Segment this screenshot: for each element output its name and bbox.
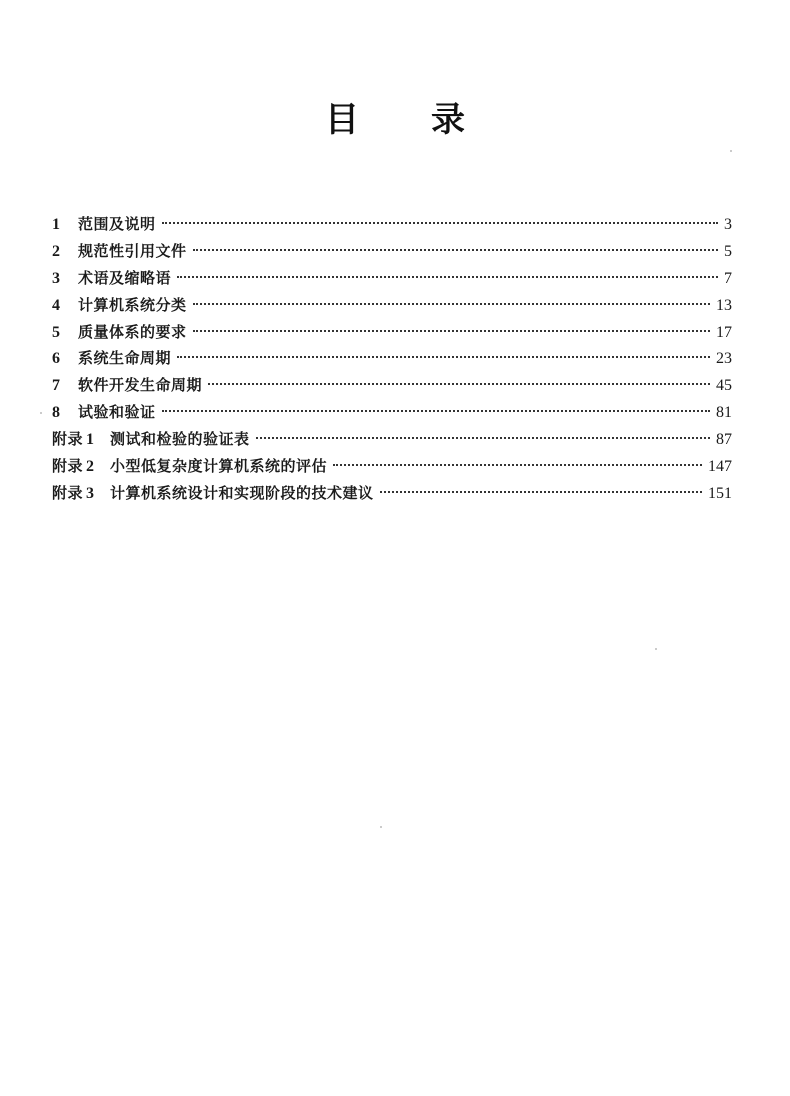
- toc-entry-page: 17: [716, 323, 732, 341]
- title-char-2: 录: [431, 100, 465, 140]
- toc-entry-number: 7: [52, 377, 60, 395]
- toc-appendix-entry[interactable]: [52, 453, 732, 480]
- dot-leader: [380, 491, 702, 493]
- toc-entry-page: 45: [716, 377, 732, 395]
- appendix-prefix: 附录: [52, 483, 84, 502]
- scan-speck: [40, 412, 42, 414]
- toc-entry[interactable]: [52, 319, 732, 346]
- appendix-number: 2: [86, 458, 95, 476]
- dot-leader: [256, 437, 710, 439]
- toc-entry-page: 7: [724, 269, 732, 287]
- toc-entry-number: 2: [52, 242, 60, 260]
- toc-entry-title: 试验和验证: [78, 403, 156, 422]
- toc-entry-number: 1: [52, 216, 60, 233]
- scan-speck: [655, 648, 657, 650]
- appendix-number: 3: [86, 484, 95, 502]
- appendix-label: [52, 453, 94, 481]
- toc-appendix-entry[interactable]: [52, 480, 732, 507]
- toc-entry[interactable]: [52, 292, 732, 319]
- toc-entry-title: 规范性引用文件: [78, 241, 187, 260]
- appendix-label: [52, 426, 94, 454]
- dot-leader: [177, 356, 710, 358]
- toc-entry-number: 4: [52, 296, 60, 314]
- toc-entry-title: 测试和检验的验证表: [110, 430, 250, 449]
- toc-entry-number: 8: [52, 404, 60, 422]
- toc-entry[interactable]: [52, 345, 732, 372]
- page-title: [0, 92, 790, 141]
- dot-leader: [162, 410, 710, 412]
- toc-entry-title: 范围及说明: [78, 215, 156, 233]
- appendix-number: 1: [86, 431, 95, 449]
- toc-entry-title: 术语及缩略语: [78, 268, 172, 287]
- dot-leader: [193, 303, 710, 305]
- toc-entry[interactable]: [52, 399, 732, 426]
- table-of-contents: [52, 211, 732, 507]
- dot-leader: [208, 383, 710, 385]
- toc-entry[interactable]: [52, 265, 732, 292]
- toc-entry-title: 质量体系的要求: [78, 322, 187, 341]
- toc-entry-number: 3: [52, 269, 60, 287]
- toc-entry[interactable]: [52, 238, 732, 265]
- toc-entry-page: 23: [716, 350, 732, 368]
- toc-entry-page: 87: [716, 431, 732, 449]
- toc-entry-page: 5: [724, 242, 732, 260]
- toc-entry-page: 13: [716, 296, 732, 314]
- toc-entry-title: 软件开发生命周期: [78, 376, 203, 395]
- toc-entry-page: 3: [724, 216, 732, 233]
- toc-entry-number: 6: [52, 350, 60, 368]
- scan-speck: [730, 150, 732, 152]
- dot-leader: [162, 222, 718, 224]
- toc-entry-title: 系统生命周期: [78, 349, 172, 368]
- appendix-prefix: 附录: [52, 457, 84, 476]
- toc-entry-title: 计算机系统设计和实现阶段的技术建议: [110, 483, 374, 502]
- dot-leader: [193, 330, 710, 332]
- toc-entry-page: 147: [708, 458, 732, 476]
- title-char-1: 目: [325, 100, 359, 140]
- dot-leader: [333, 464, 702, 466]
- dot-leader: [177, 276, 718, 278]
- toc-entry-number: 5: [52, 323, 60, 341]
- toc-entry-title: 小型低复杂度计算机系统的评估: [110, 457, 328, 476]
- appendix-label: [52, 480, 94, 508]
- toc-entry-page: 151: [708, 484, 732, 502]
- appendix-prefix: 附录: [52, 430, 84, 449]
- scan-speck: [380, 826, 382, 828]
- toc-appendix-entry[interactable]: [52, 426, 732, 453]
- toc-entry[interactable]: [52, 372, 732, 399]
- dot-leader: [193, 249, 718, 251]
- toc-entry-title: 计算机系统分类: [78, 295, 187, 314]
- toc-entry[interactable]: [52, 211, 732, 238]
- toc-entry-page: 81: [716, 404, 732, 422]
